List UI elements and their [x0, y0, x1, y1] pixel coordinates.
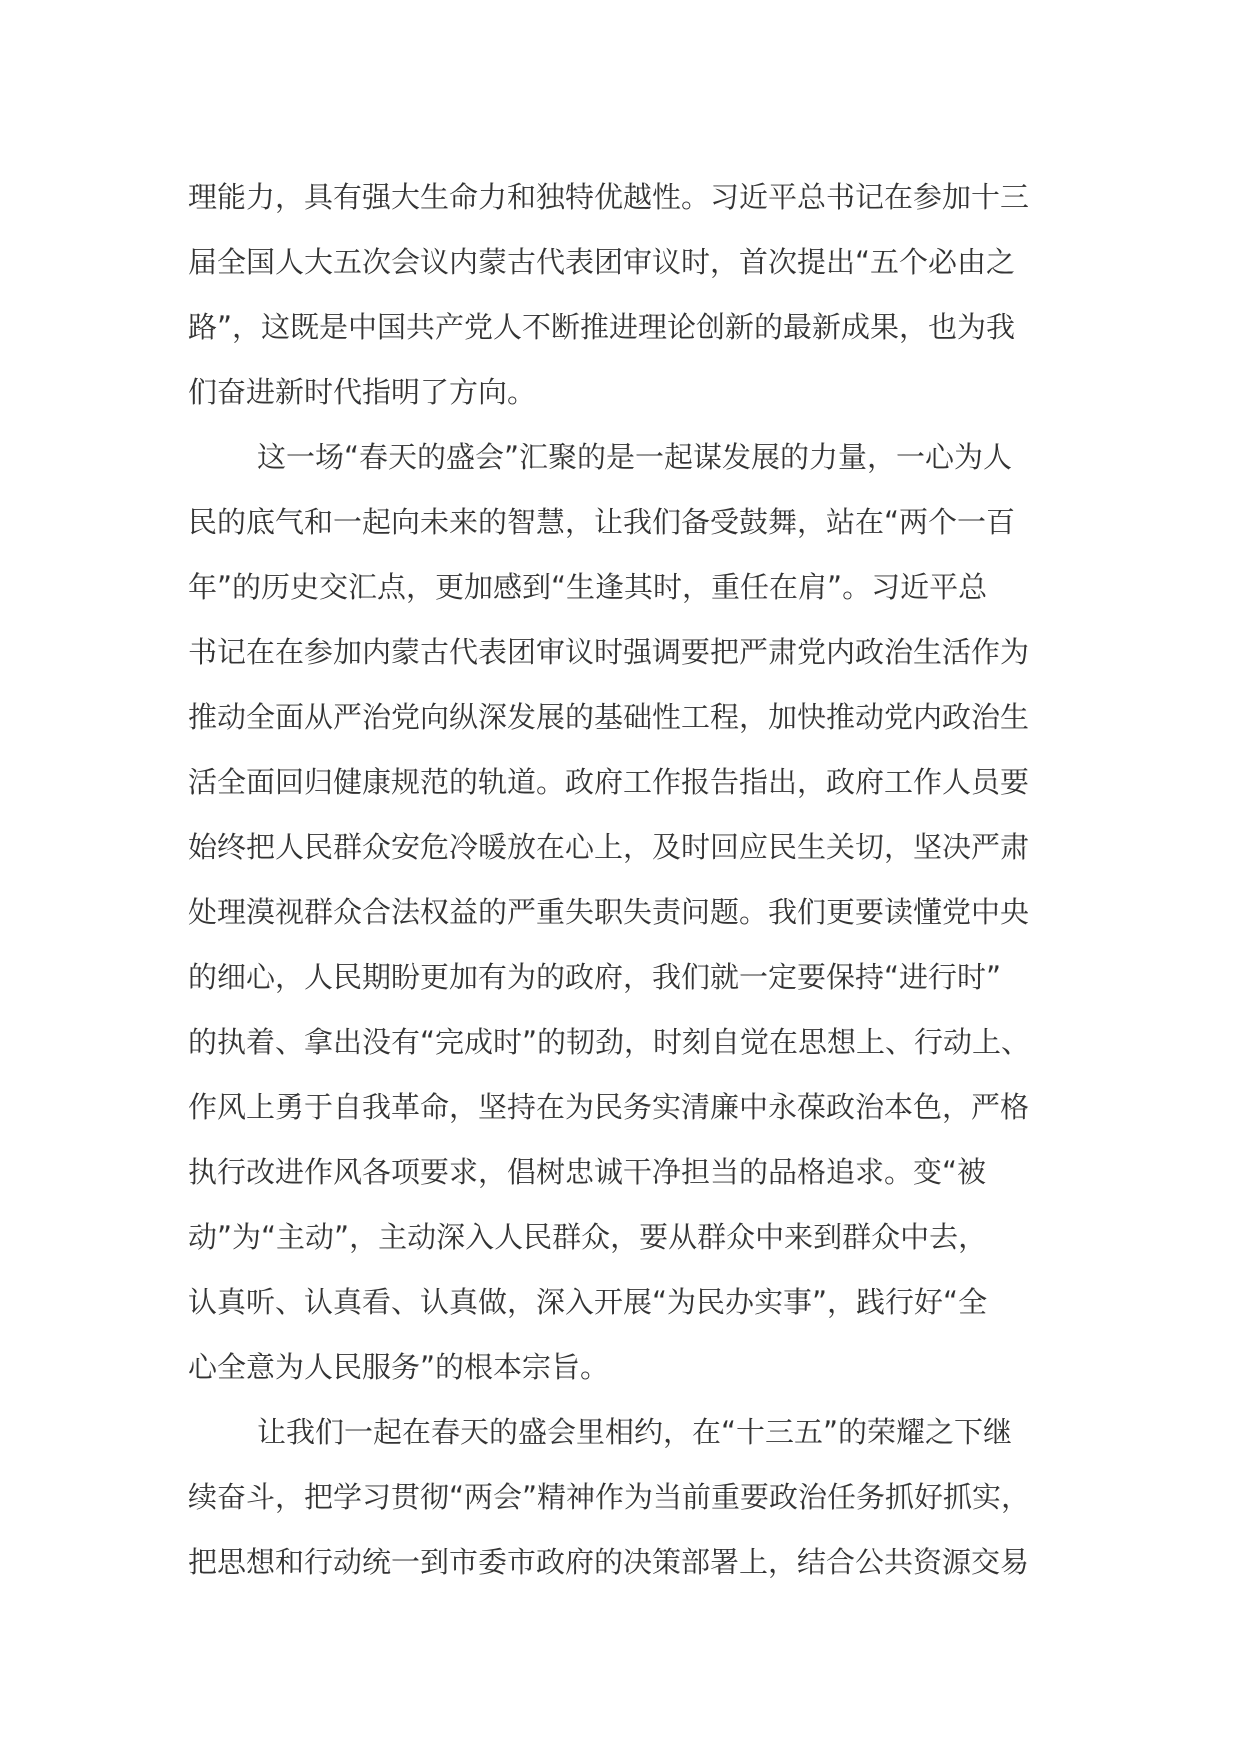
- text-line: 年”的历史交汇点，更加感到“生逢其时，重任在肩”。习近平总: [188, 570, 988, 604]
- text-line: 的细心，人民期盼更加有为的政府，我们就一定要保持“进行时”: [188, 960, 1002, 994]
- text-line: 路”，这既是中国共产党人不断推进理论创新的最新成果，也为我: [188, 310, 1016, 344]
- text-line: 的执着、拿出没有“完成时”的韧劲，时刻自觉在思想上、行动上、: [188, 1025, 1031, 1059]
- text-line: 推动全面从严治党向纵深发展的基础性工程，加快推动党内政治生: [188, 700, 1030, 734]
- text-line: 理能力，具有强大生命力和独特优越性。习近平总书记在参加十三: [188, 180, 1030, 214]
- text-line: 把思想和行动统一到市委市政府的决策部署上，结合公共资源交易: [188, 1545, 1030, 1579]
- text-line: 执行改进作风各项要求，倡树忠诚干净担当的品格追求。变“被: [188, 1155, 987, 1189]
- text-line: 动”为“主动”，主动深入人民群众，要从群众中来到群众中去，: [188, 1220, 988, 1254]
- text-line: 续奋斗，把学习贯彻“两会”精神作为当前重要政治任务抓好抓实，: [188, 1480, 1031, 1514]
- text-line: 届全国人大五次会议内蒙古代表团审议时，首次提出“五个必由之: [188, 245, 1016, 279]
- text-line: 认真听、认真看、认真做，深入开展“为民办实事”，践行好“全: [188, 1285, 988, 1319]
- text-line: 作风上勇于自我革命，坚持在为民务实清廉中永葆政治本色，严格: [188, 1090, 1030, 1124]
- text-line: 始终把人民群众安危冷暖放在心上，及时回应民生关切，坚决严肃: [188, 830, 1030, 864]
- text-line: 处理漠视群众合法权益的严重失职失责问题。我们更要读懂党中央: [188, 895, 1030, 929]
- paragraph-start-line: 让我们一起在春天的盛会里相约，在“十三五”的荣耀之下继: [257, 1415, 1013, 1449]
- text-line: 书记在在参加内蒙古代表团审议时强调要把严肃党内政治生活作为: [188, 635, 1030, 669]
- text-line: 活全面回归健康规范的轨道。政府工作报告指出，政府工作人员要: [188, 765, 1030, 799]
- text-line: 心全意为人民服务”的根本宗旨。: [188, 1350, 610, 1384]
- paragraph-start-line: 这一场“春天的盛会”汇聚的是一起谋发展的力量，一心为人: [257, 440, 1013, 474]
- text-line: 们奋进新时代指明了方向。: [188, 375, 537, 409]
- text-line: 民的底气和一起向未来的智慧，让我们备受鼓舞，站在“两个一百: [188, 505, 1016, 539]
- body-text: [188, 165, 1068, 1595]
